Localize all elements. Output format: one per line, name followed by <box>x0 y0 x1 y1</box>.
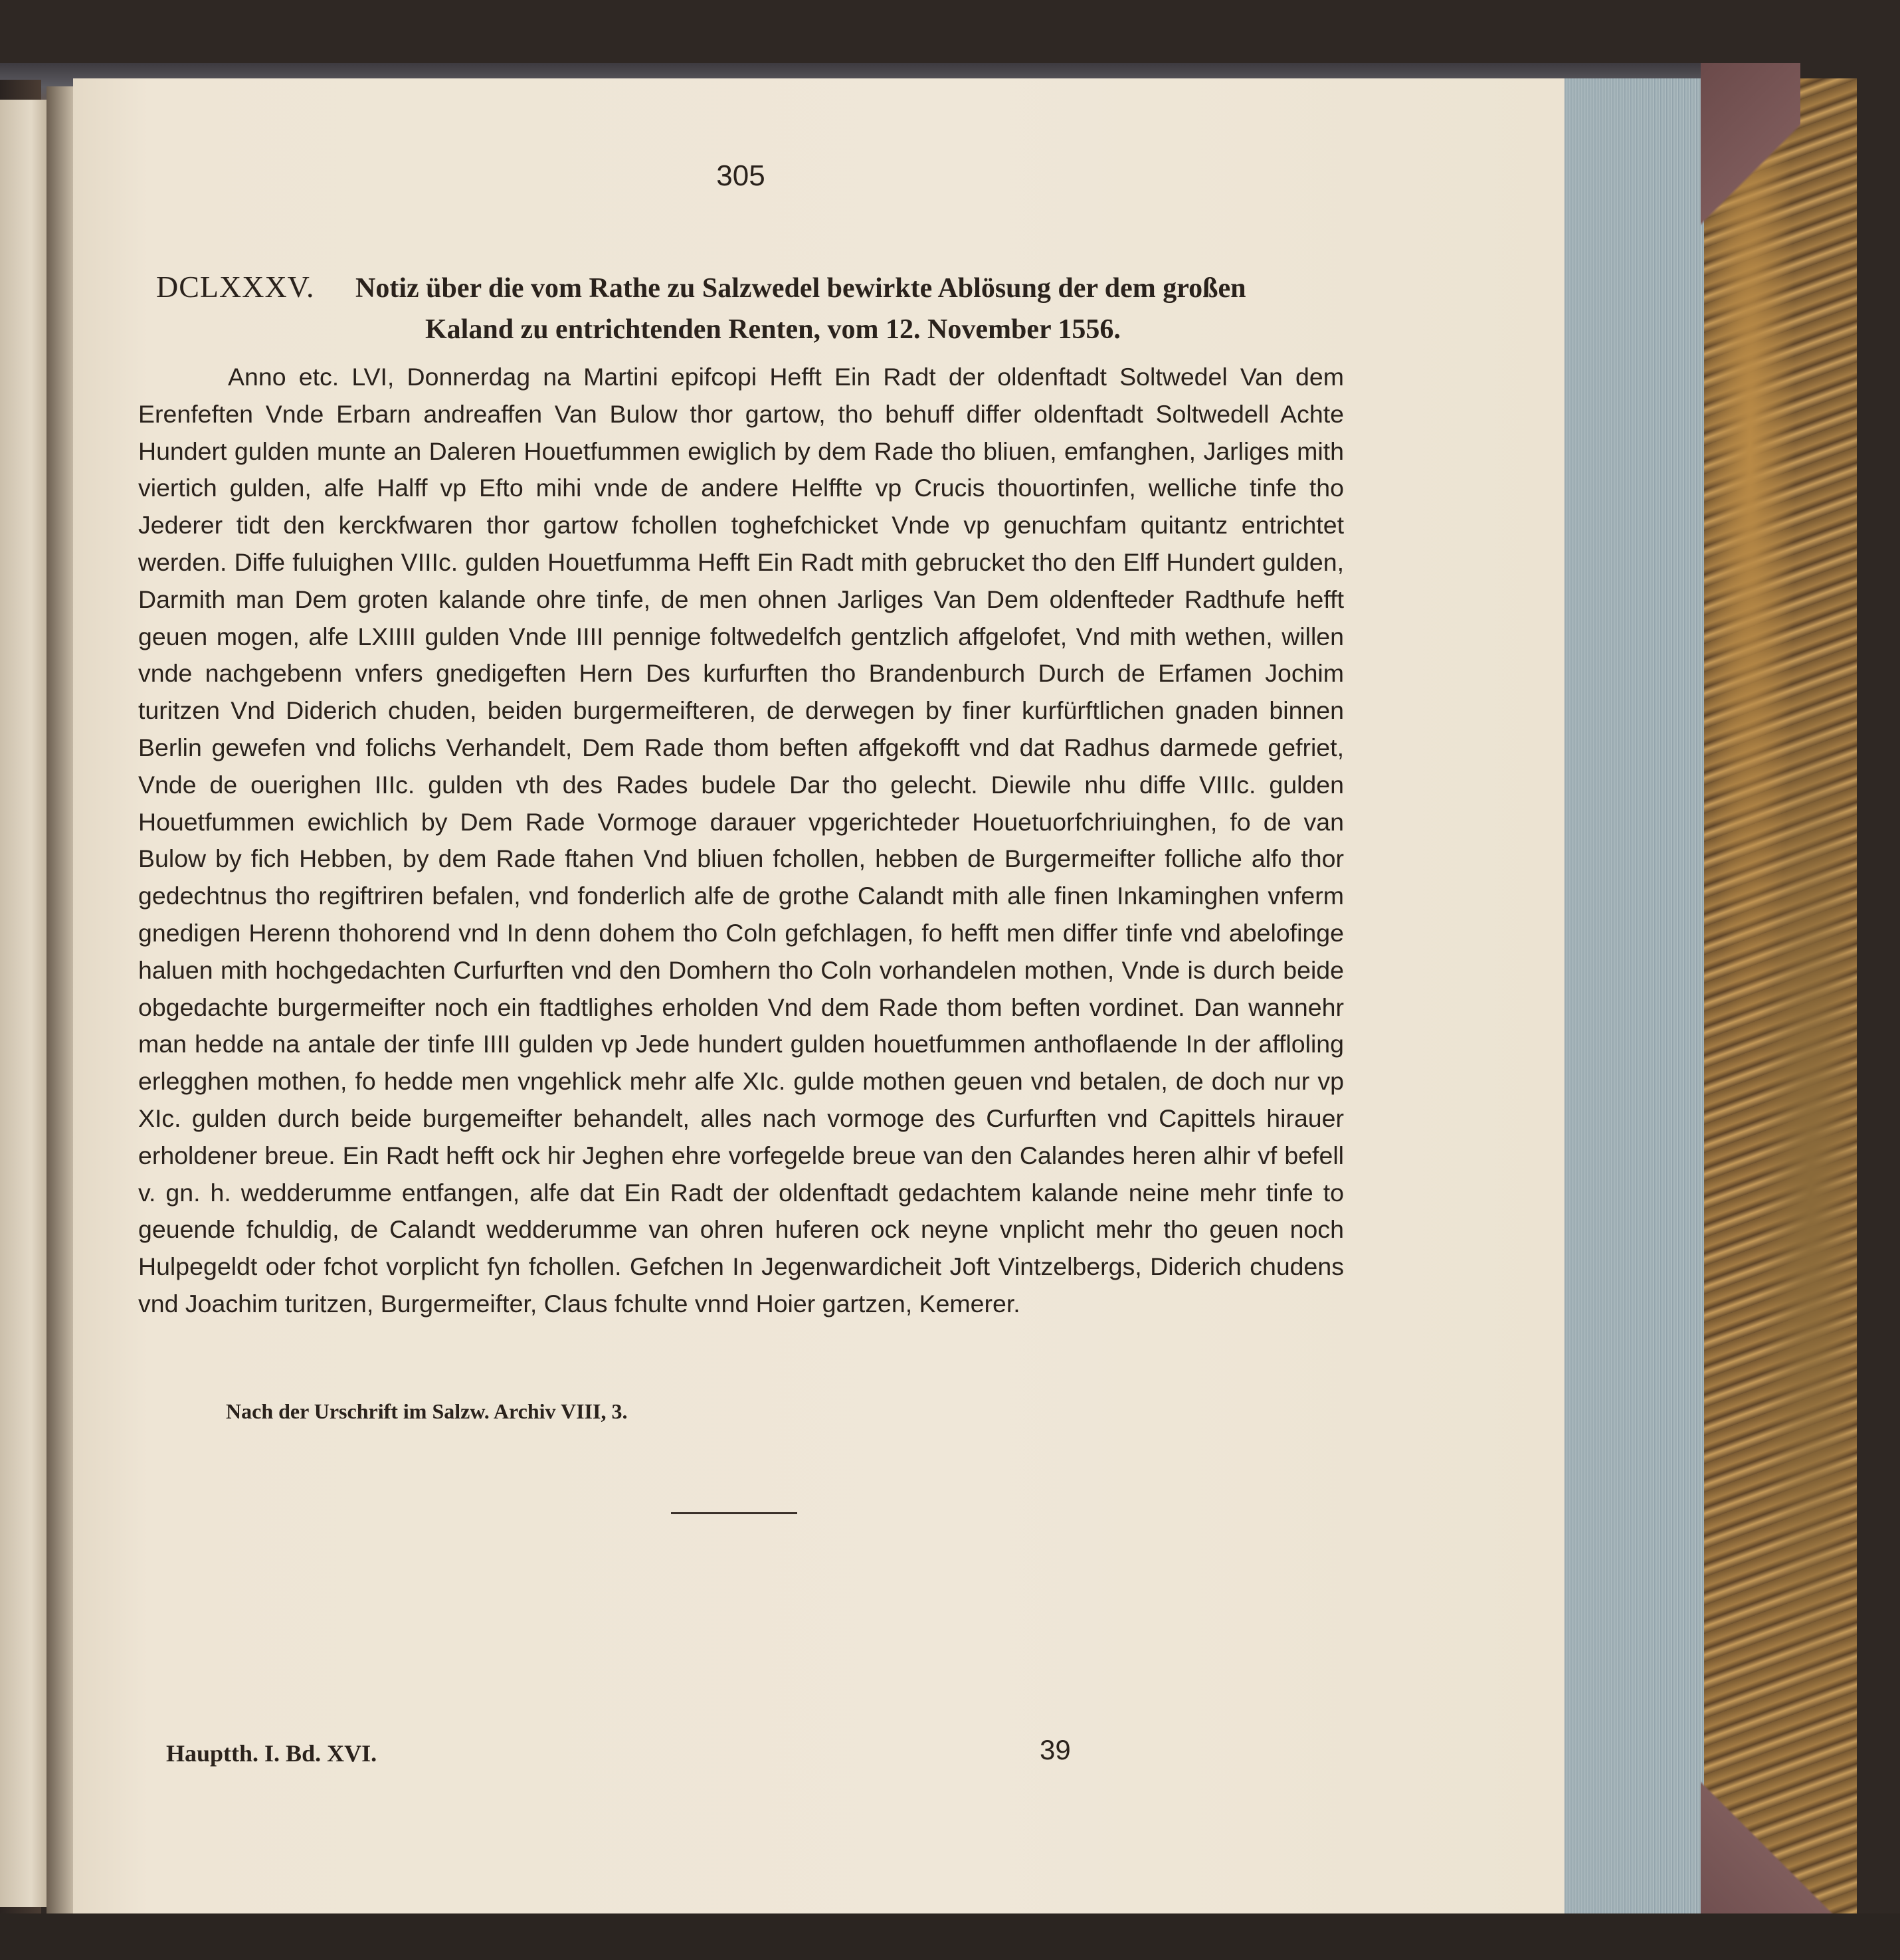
section-divider <box>671 1512 797 1514</box>
title-line-1: Notiz über die vom Rathe zu Salzwedel bewirkte Ablösung der dem großen <box>355 273 1246 304</box>
document-number: DCLXXXV. <box>156 270 315 304</box>
footer-signature-number: 39 <box>1040 1734 1071 1765</box>
footer-volume-reference: Hauptth. I. Bd. XVI. <box>166 1740 377 1767</box>
title-line-2: Kaland zu entrichtenden Renten, vom 12. November 1556. <box>425 314 1121 345</box>
document-title <box>355 268 1325 350</box>
page-number: 305 <box>716 159 765 192</box>
body-paragraph: Anno etc. LVI, Donnerdag na Martini epifcopi Hefft Ein Radt der oldenftadt Soltwedel Van dem Erenfeften Vnde Erbarn andreaffen Van Bulow thor gartow, tho behuff differ oldenftadt Soltwedell Achte Hundert gulden munte an Daleren Houetfummen ewiglich by dem Rade tho bliuen, emfanghen, Jarliges mith viertich gulden, alfe Halff vp Efto mihi vnde de andere Helffte vp Crucis thouortinfen, welliche tinfe tho Jederer tidt den kerckfwaren thor gartow fchollen toghefchicket Vnde vp genuchfam quitantz entrichtet werden. Diffe fuluighen VIIIc. gulden Houetfumma Hefft Ein Radt mith gebrucket tho den Elff Hundert gulden, Darmith man Dem groten kalande ohre tinfe, de men ohnen Jarliges Van Dem oldenfteder Radthufe hefft geuen mogen, alfe LXIIII gulden Vnde IIII pennige foltwedelfch gentzlich affgelofet, Vnd mith wethen, willen vnde nachgebenn vnfers gnedigeften Hern Des kurfurften tho Brandenburch Durch de Erfamen Jochim turitzen Vnd Diderich chuden, beiden burgermeifteren, de derwegen by finer kurfürftlichen gnaden binnen Berlin gewefen vnd folichs Verhandelt, Dem Rade thom beften affgekofft vnd dat Radhus darmede gefriet, Vnde de ouerighen IIIc. gulden vth des Rades budele Dar tho gelecht. Diewile nhu diffe VIIIc. gulden Houetfummen ewichlich by Dem Rade Vormoge darauer vpgerichteder Houetuorfchriuinghen, fo de van Bulow by fich Hebben, by dem Rade ftahen Vnd bliuen fchollen, hebben de Burgermeifter folliche alfo thor gedechtnus tho regiftriren befalen, vnd fonderlich alfe de grothe Calandt mith alle finen Inkaminghen vnferm gnedigen Herenn thohorend vnd In denn dohem tho Coln gefchlagen, fo hefft men differ tinfe vnd abelofinge haluen mith hochgedachten Curfurften vnd den Domhern tho Coln vorhandelen mothen, Vnde is durch beide obgedachte burgermeifter noch ein ftadtlighes erholden Vnd dem Rade thom beften vordinet. Dan wannehr man hedde na antale der tinfe IIII gulden vp Jede hundert gulden houetfummen anthoflaende In der affloling erlegghen mothen, fo hedde men vngehlick mehr alfe XIc. gulde mothen geuen vnd betalen, de doch nur vp XIc. gulden durch beide burgemeifter behandelt, alles nach vormoge des Curfurften vnd Capittels hirauer erholdener breue. Ein Radt hefft ock hir Jeghen ehre vorfegelde breue van den Calandes heren alhir vf befell v. gn. h. wedderumme entfangen, alfe dat Ein Radt der oldenftadt gedachtem kalande neine mehr tinfe to geuende fchuldig, de Calandt wedderumme van ohren huferen ock neyne vnplicht mehr tho geuen noch Hulpegeldt oder fchot vorplicht fyn fchollen. Gefchen In Jegenwardicheit Joft Vintzelbergs, Diderich chudens vnd Joachim turitzen, Burgermeifter, Claus fchulte vnnd Hoier gartzen, Kemerer. <box>138 363 1344 1318</box>
source-note: Nach der Urschrift im Salzw. Archiv VIII, 3. <box>226 1399 628 1423</box>
document-body <box>138 359 1344 1323</box>
